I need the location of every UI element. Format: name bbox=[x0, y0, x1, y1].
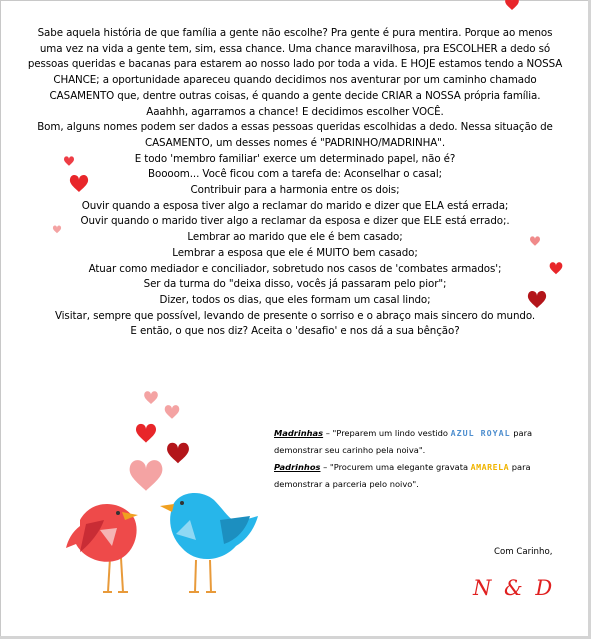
letter-line: E todo 'membro familiar' exerce um determinado papel, não é? bbox=[134, 152, 456, 165]
letter-line: Boooom... Você ficou com a tarefa de: Aconselhar o casal; bbox=[148, 168, 442, 181]
padrinhos-text-after: para bbox=[509, 462, 531, 472]
heart-icon bbox=[528, 291, 546, 308]
letter-line: E então, o que nos diz? Aceita o 'desafio' e nos dá a sua bênção? bbox=[130, 325, 460, 338]
madrinhas-text-after: para bbox=[510, 428, 533, 438]
letter-line: Ser da turma do "deixa disso, vocês já passaram pelo pior"; bbox=[143, 278, 447, 291]
couple-initials: N & D bbox=[473, 576, 556, 600]
heart-icon bbox=[165, 405, 180, 419]
padrinhos-color: AMARELA bbox=[470, 462, 510, 472]
letter-line: Contribuir para a harmonia entre os dois; bbox=[190, 184, 400, 197]
letter-line: CASAMENTO que, dentre outras coisas, é quando a gente decide CRIAR a NOSSA própria família. bbox=[49, 89, 541, 102]
letter-line: CASAMENTO, um desses nomes é "PADRINHO/MADRINHA". bbox=[145, 136, 445, 149]
madrinhas-color: AZUL ROYAL bbox=[450, 428, 511, 438]
heart-icon bbox=[53, 226, 61, 234]
padrinhos-text: – "Procurem uma elegante gravata bbox=[320, 462, 471, 472]
letter-line: uma vez na vida a gente tem, sim, essa chance. Uma chance maravilhosa, pra ESCOLHER a dedo só bbox=[39, 42, 551, 55]
heart-icon bbox=[130, 460, 163, 491]
letter-line: Ouvir quando a esposa tiver algo a reclamar do marido e dizer que ELA está errada; bbox=[81, 199, 509, 212]
letter-line: CHANCE; a oportunidade apareceu quando decidimos nos aventurar por um caminho chamado bbox=[53, 74, 537, 87]
madrinhas-line-2: demonstrar seu carinho pela noiva". bbox=[274, 445, 426, 455]
heart-icon bbox=[70, 175, 88, 192]
padrinhos-line-2: demonstrar a parceria pelo noivo". bbox=[274, 479, 419, 489]
letter-line: Aaahhh, agarramos a chance! E decidimos escolher VOCÊ. bbox=[146, 105, 444, 118]
letter-line: Lembrar a esposa que ele é MUITO bem casado; bbox=[172, 246, 418, 259]
heart-icon bbox=[167, 443, 189, 463]
heart-icon bbox=[505, 0, 519, 10]
sign-off: Com Carinho, bbox=[494, 547, 553, 557]
heart-icon bbox=[144, 391, 158, 404]
letter-line: Sabe aquela história de que família a gente não escolhe? Pra gente é pura mentira. Porque ao menos bbox=[37, 27, 553, 39]
heart-icon bbox=[550, 262, 563, 274]
madrinhas-text: – "Preparem um lindo vestido bbox=[323, 428, 451, 438]
letter-line: Bom, alguns nomes podem ser dados a essas pessoas queridas escolhidas a dedo. Nessa situação de bbox=[37, 121, 553, 134]
letter-line: Ouvir quando o marido tiver algo a reclamar da esposa e dizer que ELE está errado;. bbox=[80, 215, 510, 228]
madrinhas-label: Madrinhas bbox=[274, 428, 324, 438]
heart-icon bbox=[530, 236, 540, 245]
heart-icon bbox=[136, 424, 156, 443]
letter-line: Lembrar ao marido que ele é bem casado; bbox=[187, 231, 403, 244]
heart-icon bbox=[64, 156, 74, 165]
padrinhos-label: Padrinhos bbox=[274, 462, 321, 472]
letter-line: Atuar como mediador e conciliador, sobretudo nos casos de 'combates armados'; bbox=[88, 262, 502, 275]
letter-line: Visitar, sempre que possível, levando de presente o sorriso e o abraço mais sincero do mundo. bbox=[54, 309, 536, 322]
love-birds-illustration bbox=[66, 493, 258, 592]
letter-line: Dizer, todos os dias, que eles formam um casal lindo; bbox=[159, 293, 431, 306]
letter-line: pessoas queridas e bacanas para estarem ao nosso lado por toda a vida. E HOJE estamos tendo a NOSSA bbox=[27, 58, 563, 71]
